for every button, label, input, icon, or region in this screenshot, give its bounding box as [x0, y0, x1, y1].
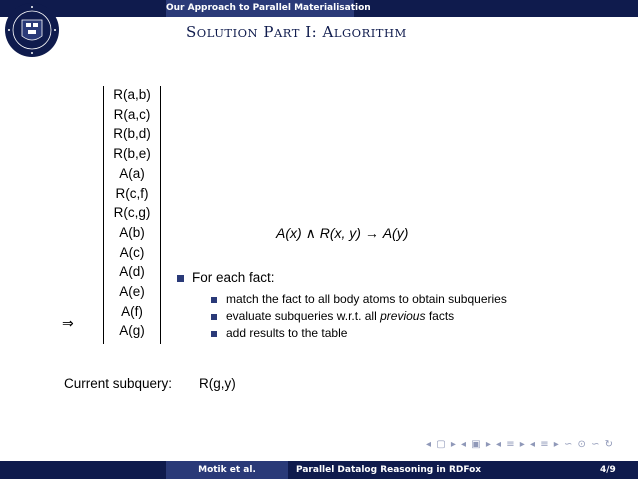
current-subquery-label: Current subquery:: [64, 376, 173, 391]
fact-row: A(g): [119, 323, 145, 339]
fact-row: A(a): [119, 165, 145, 181]
fact-row: R(a,c): [113, 106, 151, 122]
fact-row: A(b): [119, 224, 145, 240]
footer-page-number: 4/9: [600, 465, 616, 475]
facts-table: [103, 86, 161, 344]
footer-title: Parallel Datalog Reasoning in RDFox: [296, 465, 482, 475]
fact-row: R(b,d): [113, 126, 151, 142]
fact-row: R(a,b): [113, 87, 151, 102]
bullet-icon: [177, 275, 184, 282]
navigation-symbols[interactable]: ◂ ▢ ▸ ◂ ▣ ▸ ◂ ≡ ▸ ◂ ≡ ▸ ∽ ⊙ ∽ ↻: [426, 439, 615, 450]
sub-bullet-match: match the fact to all body atoms to obtain subqueries: [226, 292, 507, 306]
bullet-icon: [211, 314, 217, 320]
current-subquery-value: R(g,y): [199, 376, 236, 391]
bullet-icon: [211, 331, 217, 337]
section-title: Our Approach to Parallel Materialisation: [166, 0, 354, 17]
fact-row: A(c): [119, 244, 145, 260]
datalog-rule: A(x) ∧ R(x, y) → A(y): [276, 225, 409, 241]
sub-bullet-evaluate: evaluate subqueries w.r.t. all previous facts: [226, 309, 455, 323]
fact-row: A(d): [119, 264, 145, 280]
university-logo: [4, 2, 60, 58]
bullet-icon: [211, 297, 217, 303]
footer-author: Motik et al.: [166, 461, 288, 479]
current-fact-arrow: ⇒: [62, 316, 74, 332]
fact-row: A(e): [119, 284, 145, 299]
fact-row: R(c,f): [115, 185, 149, 201]
sub-bullet-add: add results to the table: [226, 326, 348, 340]
fact-row: A(f): [121, 303, 143, 319]
fact-row: R(b,e): [113, 146, 151, 162]
bullet-main: For each fact:: [192, 270, 275, 285]
fact-row: R(c,g): [113, 205, 151, 221]
frame-title: SOLUTION PART I: ALGORITHM: [186, 23, 407, 41]
